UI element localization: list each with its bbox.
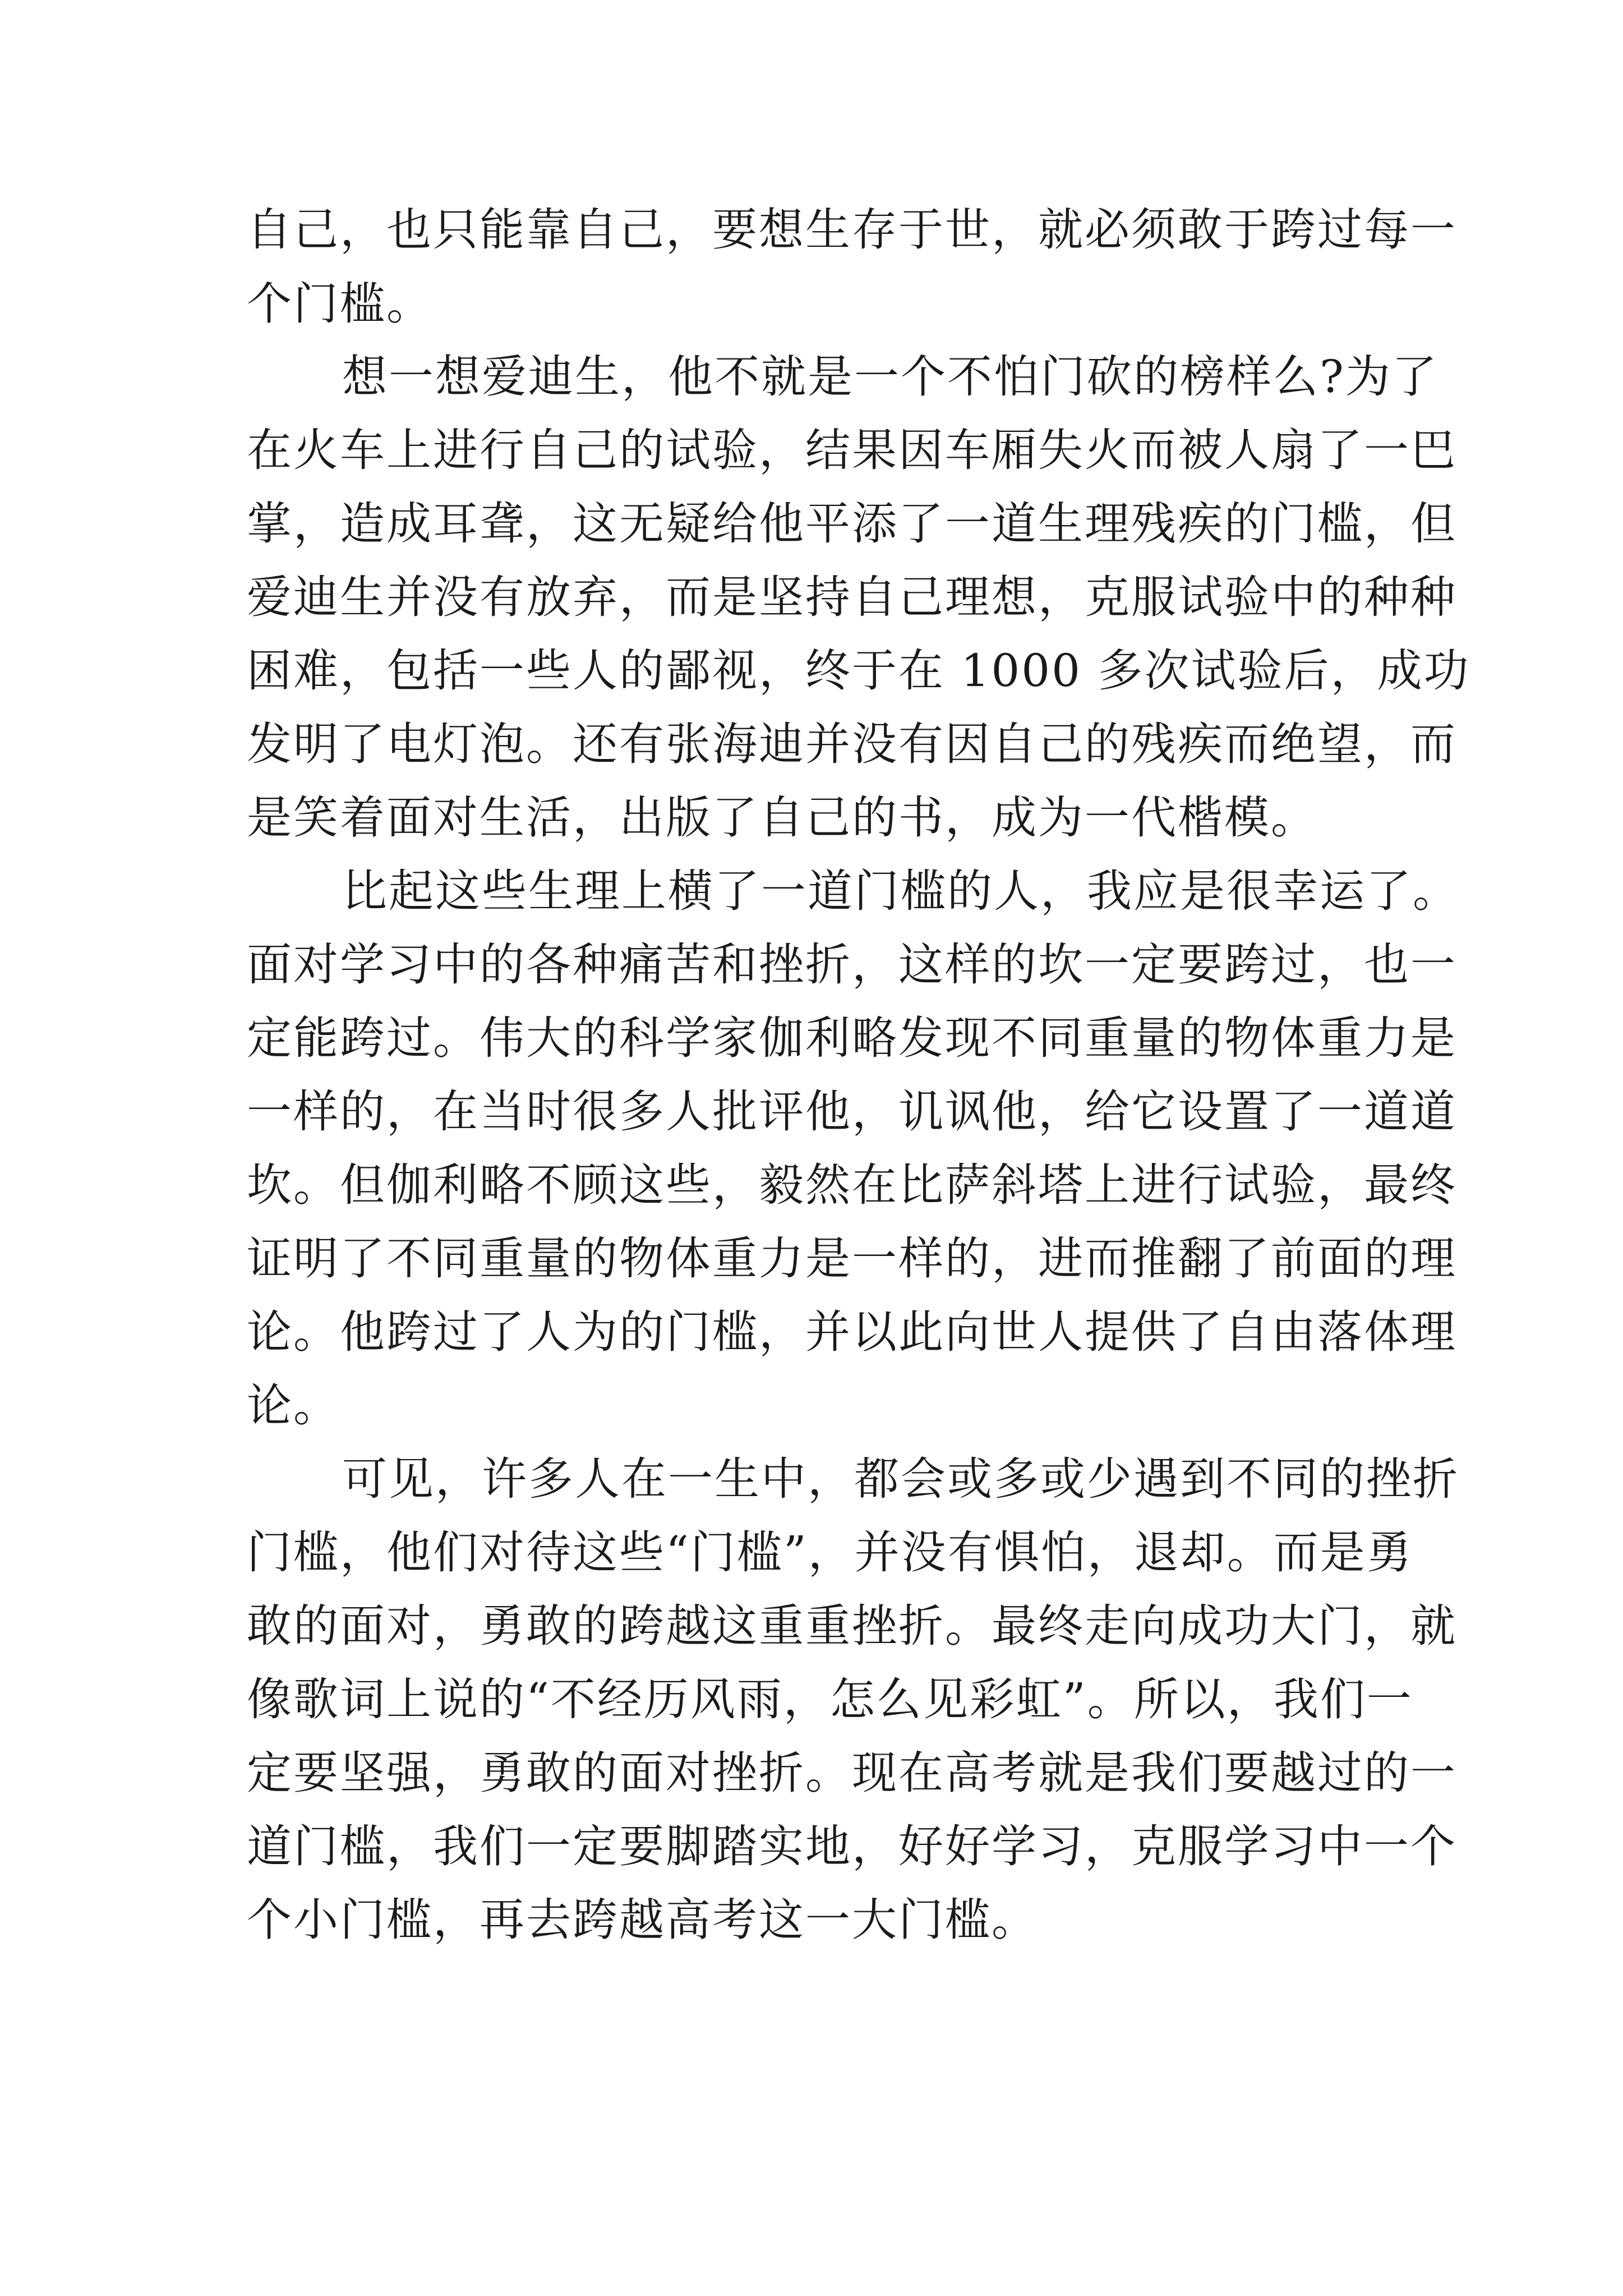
paragraph-2-line-6: 发明了电灯泡。还有张海迪并没有因自己的残疾而绝望，而 (247, 718, 1457, 770)
paragraph-3-line-2: 面对学习中的各种痛苦和挫折，这样的坎一定要跨过，也一 (247, 938, 1457, 991)
paragraph-2-line-4: 爱迪生并没有放弃，而是坚持自己理想，克服试验中的种种 (247, 571, 1457, 623)
paragraph-3-line-6: 证明了不同重量的物体重力是一样的，进而推翻了前面的理 (247, 1232, 1457, 1285)
paragraph-3-line-7: 论。他跨过了人为的门槛，并以此向世人提供了自由落体理 (247, 1306, 1457, 1358)
paragraph-3-line-8: 论。 (247, 1379, 340, 1432)
paragraph-3-line-5: 坎。但伽利略不顾这些，毅然在比萨斜塔上进行试验，最终 (247, 1159, 1457, 1211)
paragraph-4-line-5: 定要坚强，勇敢的面对挫折。现在高考就是我们要越过的一 (247, 1747, 1457, 1799)
paragraph-4-line-7: 个小门槛，再去跨越高考这一大门槛。 (247, 1894, 1038, 1946)
paragraph-1-line-1: 自己，也只能靠自己，要想生存于世，就必须敢于跨过每一 (247, 204, 1457, 256)
paragraph-4-line-6: 道门槛，我们一定要脚踏实地，好好学习，克服学习中一个 (247, 1820, 1457, 1872)
paragraph-4-line-2: 门槛，他们对待这些“门槛”，并没有惧怕，退却。而是勇 (247, 1526, 1413, 1579)
paragraph-2-line-7: 是笑着面对生活，出版了自己的书，成为一代楷模。 (247, 792, 1317, 844)
paragraph-3-line-1: 比起这些生理上横了一道门槛的人，我应是很幸运了。 (342, 865, 1459, 917)
paragraph-2-line-2: 在火车上进行自己的试验，结果因车厢失火而被人扇了一巴 (247, 424, 1457, 476)
paragraph-4-line-1: 可见，许多人在一生中，都会或多或少遇到不同的挫折 (342, 1453, 1459, 1505)
paragraph-3-line-4: 一样的，在当时很多人批评他，讥讽他，给它设置了一道道 (247, 1085, 1457, 1138)
paragraph-2-line-1: 想一想爱迪生，他不就是一个不怕门砍的榜样么?为了 (342, 351, 1438, 403)
paragraph-2-line-3: 掌，造成耳聋，这无疑给他平添了一道生理残疾的门槛，但 (247, 498, 1457, 550)
paragraph-3-line-3: 定能跨过。伟大的科学家伽利略发现不同重量的物体重力是 (247, 1012, 1457, 1064)
paragraph-2-line-5: 困难，包括一些人的鄙视，终于在 1000 多次试验后，成功 (247, 645, 1470, 697)
paragraph-1-line-2: 个门槛。 (247, 278, 433, 330)
paragraph-4-line-4: 像歌词上说的“不经历风雨，怎么见彩虹”。所以，我们一 (247, 1673, 1413, 1726)
paragraph-4-line-3: 敢的面对，勇敢的跨越这重重挫折。最终走向成功大门，就 (247, 1600, 1457, 1652)
